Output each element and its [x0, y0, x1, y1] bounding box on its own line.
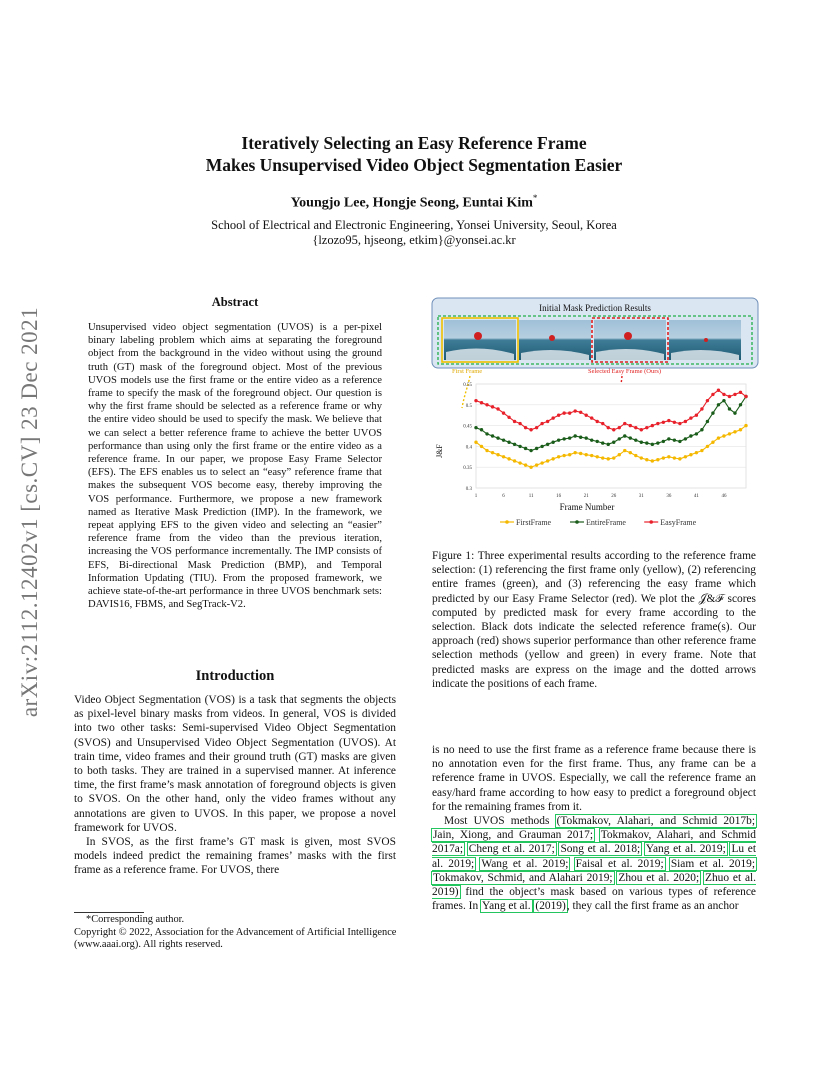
data-point-firstframe	[640, 456, 643, 459]
data-point-entireframe	[607, 443, 610, 446]
data-point-firstframe	[651, 459, 654, 462]
citation-link[interactable]: Tokmakov, Schmid, and Alahari 2019;	[433, 871, 613, 884]
data-point-entireframe	[557, 438, 560, 441]
data-point-easyframe	[667, 419, 670, 422]
data-point-firstframe	[706, 445, 709, 448]
figure-1	[430, 296, 760, 536]
data-point-firstframe	[513, 459, 516, 462]
data-point-entireframe	[673, 438, 676, 441]
data-point-easyframe	[562, 411, 565, 414]
data-point-easyframe	[518, 422, 521, 425]
data-point-easyframe	[491, 405, 494, 408]
legend-label: EntireFrame	[586, 518, 626, 527]
data-point-easyframe	[634, 426, 637, 429]
data-point-entireframe	[728, 407, 731, 410]
data-point-entireframe	[474, 426, 477, 429]
data-point-firstframe	[667, 455, 670, 458]
data-point-firstframe	[678, 457, 681, 460]
data-point-entireframe	[695, 432, 698, 435]
data-point-entireframe	[689, 434, 692, 437]
data-point-easyframe	[640, 428, 643, 431]
jf-line-chart	[463, 383, 747, 499]
y-tick-label: 0.3	[465, 487, 472, 492]
data-point-firstframe	[546, 459, 549, 462]
citation-link[interactable]: Song et al. 2018;	[560, 843, 641, 856]
banner-title: Initial Mask Prediction Results	[539, 303, 651, 313]
data-point-easyframe	[629, 424, 632, 427]
paper-title: Iteratively Selecting an Easy Reference Frame Makes Unsupervised Video Object Segmentation Easier	[205, 133, 623, 175]
data-point-firstframe	[739, 428, 742, 431]
data-point-entireframe	[629, 436, 632, 439]
data-point-firstframe	[645, 458, 648, 461]
data-point-easyframe	[717, 389, 720, 392]
data-point-entireframe	[601, 441, 604, 444]
legend-label: EasyFrame	[660, 518, 697, 527]
data-point-easyframe	[722, 393, 725, 396]
data-point-entireframe	[706, 420, 709, 423]
data-point-entireframe	[485, 432, 488, 435]
citation-link[interactable]: Lu et al. 2019;	[432, 843, 757, 870]
data-point-entireframe	[546, 443, 549, 446]
data-point-entireframe	[573, 434, 576, 437]
plot-area	[476, 384, 746, 488]
data-point-entireframe	[634, 438, 637, 441]
data-point-easyframe	[700, 407, 703, 410]
data-point-firstframe	[689, 453, 692, 456]
data-point-entireframe	[491, 434, 494, 437]
intro-paragraph-2: In SVOS, as the first frame’s GT mask is given, most SVOS models indeed predict the remaining frames’ masks with the first frame as a reference frame. For UVOS, there	[74, 836, 396, 877]
data-point-firstframe	[529, 466, 532, 469]
data-point-firstframe	[524, 463, 527, 466]
data-point-entireframe	[662, 440, 665, 443]
citation-link[interactable]: Zhou et al. 2020;	[618, 871, 700, 884]
data-point-firstframe	[673, 456, 676, 459]
data-point-entireframe	[568, 436, 571, 439]
data-point-easyframe	[678, 422, 681, 425]
data-point-easyframe	[711, 393, 714, 396]
data-point-firstframe	[573, 451, 576, 454]
data-point-entireframe	[535, 447, 538, 450]
citation-link[interactable]: Cheng et al. 2017;	[468, 843, 555, 856]
data-point-firstframe	[695, 451, 698, 454]
data-point-easyframe	[695, 414, 698, 417]
data-point-firstframe	[618, 453, 621, 456]
data-point-entireframe	[651, 443, 654, 446]
y-tick-label: 0.55	[463, 383, 472, 388]
data-point-firstframe	[634, 454, 637, 457]
x-axis-label: Frame Number	[559, 502, 615, 512]
figure-1-caption: Figure 1: Three experimental results according to the reference frame selection: (1) referencing the first frame only (yellow), (2) referencing entire frames (green), and (3) referencing the easy frame which predicted by our Easy Frame Selector (red). We plot the 𝒥&ℱ scores computed by predicted mask for every frame according to the selection. Black dots indicate the selected reference frame(s). Our approach (red) shows superior performance than other reference frame selection methods (yellow and green) in every frame. Note that predicted masks are express on the image and the dotted arrows indicate the positions of each frame.	[432, 550, 756, 690]
figure-1-svg	[430, 296, 760, 536]
corresponding-mark: *	[532, 193, 538, 203]
data-point-entireframe	[596, 440, 599, 443]
author-list: Youngjo Lee, Hongje Seong, Euntai Kim*	[290, 193, 538, 211]
mask-blob-3	[624, 332, 632, 340]
data-point-entireframe	[518, 445, 521, 448]
footnote-rule	[74, 912, 144, 913]
data-point-firstframe	[700, 449, 703, 452]
data-point-firstframe	[535, 463, 538, 466]
data-point-firstframe	[601, 456, 604, 459]
data-point-firstframe	[623, 449, 626, 452]
data-point-firstframe	[562, 454, 565, 457]
data-point-entireframe	[529, 449, 532, 452]
citation-link[interactable]: Jain, Xiong, and Grauman 2017;	[433, 829, 593, 842]
data-point-entireframe	[722, 399, 725, 402]
y-tick-label: 0.5	[465, 403, 472, 409]
citation-link[interactable]: Siam et al. 2019;	[670, 857, 755, 870]
data-point-easyframe	[689, 416, 692, 419]
data-point-easyframe	[612, 428, 615, 431]
data-point-easyframe	[706, 399, 709, 402]
citation-link[interactable]: Tokmakov, Alahari, and Schmid 2017a;	[432, 829, 756, 856]
data-point-easyframe	[623, 422, 626, 425]
data-point-firstframe	[662, 456, 665, 459]
data-point-entireframe	[524, 447, 527, 450]
x-tick-label: 21	[583, 494, 589, 499]
data-point-easyframe	[573, 409, 576, 412]
data-point-firstframe	[612, 456, 615, 459]
x-tick-label: 36	[666, 494, 672, 499]
data-point-entireframe	[700, 428, 703, 431]
data-point-entireframe	[507, 441, 510, 444]
data-point-easyframe	[656, 422, 659, 425]
data-point-firstframe	[596, 455, 599, 458]
footnote-corresponding: *Corresponding author.	[86, 914, 185, 925]
right-column-body	[432, 743, 756, 913]
data-point-firstframe	[733, 430, 736, 433]
data-point-firstframe	[607, 457, 610, 460]
abstract-heading: Abstract	[211, 295, 259, 309]
citation-link[interactable]: (Tokmakov, Alahari, and Schmid 2017b;	[556, 815, 755, 828]
data-point-entireframe	[562, 437, 565, 440]
data-point-firstframe	[711, 441, 714, 444]
data-point-easyframe	[590, 416, 593, 419]
y-axis-label: J&F	[435, 444, 444, 458]
data-point-entireframe	[678, 440, 681, 443]
legend-marker	[505, 520, 509, 524]
data-point-firstframe	[540, 461, 543, 464]
data-point-entireframe	[551, 441, 554, 444]
data-point-easyframe	[733, 393, 736, 396]
mask-blob-4	[704, 338, 708, 342]
x-tick-label: 6	[502, 494, 505, 499]
data-point-easyframe	[601, 422, 604, 425]
y-tick-label: 0.35	[463, 466, 472, 472]
citation-link[interactable]: Faisal et al. 2019;	[575, 857, 664, 870]
data-point-entireframe	[640, 441, 643, 444]
data-point-entireframe	[579, 436, 582, 439]
data-point-entireframe	[623, 434, 626, 437]
data-point-entireframe	[717, 403, 720, 406]
data-point-firstframe	[684, 455, 687, 458]
citation-link[interactable]: Yang et al. 2019;	[645, 843, 726, 856]
data-point-easyframe	[474, 399, 477, 402]
abstract-body: Unsupervised video object segmentation (UVOS) is a per-pixel binary labeling problem which aims at separating the foreground object from the background in the video without using the ground truth (GT) mask of the foreground object. Most of the previous UVOS models use the first frame or the entire video as a reference frame to specify the mask of the foreground object. Our question is why the first frame should be selected as a reference frame or why the entire video should be used to specify the mask. We believe that we can select a better reference frame to achieve the better UVOS performance than using only the first frame or the entire video as a reference frame. In our paper, we propose Easy Frame Selector (EFS). The EFS enables us to select an “easy” reference frame that makes the subsequent VOS become easy, thereby improving the VOS performance. Furthermore, we propose a new framework named as Iterative Mask Prediction (IMP). In the framework, we repeat applying EFS to the given video and selecting an “easier” reference frame from the video than the previous iteration, increasing the VOS performance incrementally. The IMP consists of EFS, Bi-directional Mask Prediction (BMP), and Temporal Information Updating (TIU). From the proposed framework, we achieve state-of-the-art performance in three UVOS benchmark sets: DAVIS16, FBMS, and SegTrack-V2.	[88, 322, 382, 611]
mask-blob-2	[549, 335, 555, 341]
data-point-firstframe	[557, 455, 560, 458]
data-point-firstframe	[722, 434, 725, 437]
data-point-firstframe	[629, 451, 632, 454]
data-point-entireframe	[540, 445, 543, 448]
data-point-easyframe	[540, 422, 543, 425]
data-point-firstframe	[507, 457, 510, 460]
data-point-easyframe	[480, 401, 483, 404]
data-point-firstframe	[485, 449, 488, 452]
data-point-firstframe	[568, 453, 571, 456]
citation-link[interactable]: Wang et al. 2019;	[481, 857, 569, 870]
data-point-entireframe	[590, 438, 593, 441]
data-point-easyframe	[513, 420, 516, 423]
data-point-easyframe	[607, 426, 610, 429]
data-point-firstframe	[502, 455, 505, 458]
y-tick-label: 0.45	[463, 424, 472, 430]
data-point-firstframe	[551, 457, 554, 460]
mask-blob-1	[474, 332, 482, 340]
data-point-easyframe	[485, 403, 488, 406]
data-point-entireframe	[684, 437, 687, 440]
data-point-easyframe	[739, 391, 742, 394]
data-point-firstframe	[474, 441, 477, 444]
data-point-easyframe	[684, 420, 687, 423]
data-point-entireframe	[667, 437, 670, 440]
data-point-firstframe	[491, 451, 494, 454]
data-point-entireframe	[645, 441, 648, 444]
x-tick-label: 16	[556, 494, 562, 499]
data-point-entireframe	[739, 403, 742, 406]
data-point-entireframe	[513, 443, 516, 446]
data-point-entireframe	[502, 438, 505, 441]
data-point-easyframe	[744, 395, 747, 398]
first-frame-label: First Frame	[452, 368, 483, 375]
data-point-firstframe	[744, 424, 747, 427]
data-point-entireframe	[496, 436, 499, 439]
data-point-easyframe	[662, 421, 665, 424]
data-point-easyframe	[502, 411, 505, 414]
data-point-entireframe	[733, 411, 736, 414]
footnote-copyright: Copyright © 2022, Association for the Advancement of Artificial Intelligence (www.aaai.org). All rights reserved.	[74, 926, 397, 951]
data-point-easyframe	[645, 426, 648, 429]
introduction-body	[74, 693, 396, 878]
data-point-easyframe	[596, 420, 599, 423]
data-point-firstframe	[585, 453, 588, 456]
data-point-easyframe	[535, 426, 538, 429]
y-tick-label: 0.4	[465, 445, 472, 451]
data-point-easyframe	[728, 395, 731, 398]
data-point-easyframe	[524, 426, 527, 429]
data-point-easyframe	[579, 411, 582, 414]
data-point-easyframe	[546, 420, 549, 423]
x-tick-label: 26	[611, 494, 617, 499]
citation-link[interactable]: Yang et al.	[482, 900, 531, 913]
introduction-heading: Introduction	[195, 668, 275, 684]
right-paragraph-1: is no need to use the first frame as a reference frame because there is no annotation even for the first frame. Thus, any frame can be a reference frame in UVOS. Especially, we call the reference frame an easy/hard frame according to how easy to predict a foreground object for the remaining frames from it.	[432, 744, 756, 813]
x-tick-label: 11	[528, 494, 534, 499]
data-point-firstframe	[518, 461, 521, 464]
data-point-firstframe	[496, 453, 499, 456]
data-point-easyframe	[557, 414, 560, 417]
data-point-entireframe	[656, 441, 659, 444]
data-point-easyframe	[496, 407, 499, 410]
data-point-firstframe	[728, 432, 731, 435]
data-point-entireframe	[480, 428, 483, 431]
data-point-easyframe	[651, 424, 654, 427]
data-point-entireframe	[585, 436, 588, 439]
footnote	[74, 914, 404, 952]
legend-marker	[575, 520, 579, 524]
intro-paragraph-1: Video Object Segmentation (VOS) is a task that segments the objects as pixel-level binary masks from videos. In general, VOS is divided into two other tasks: Semi-supervised Video Object Segmentation (SVOS) and Unsupervised Video Object Segmentation (UVOS). At train time, video frames and their ground truth (GT) masks are given to both tasks. They are trained in a supervised manner. At inference time, the first frame’s mask annotation of foreground objects is given to SVOS. On the other hand, only the video frames without any annotations are given to UVOS. In this paper, we propose a novel framework for UVOS.	[74, 694, 396, 834]
data-point-easyframe	[529, 428, 532, 431]
data-point-firstframe	[590, 454, 593, 457]
data-point-easyframe	[551, 416, 554, 419]
data-point-easyframe	[507, 416, 510, 419]
x-tick-label: 41	[693, 494, 699, 499]
citation-link[interactable]: Zhuo et al. 2019)	[432, 871, 757, 899]
data-point-entireframe	[612, 441, 615, 444]
data-point-easyframe	[673, 421, 676, 424]
data-point-firstframe	[480, 445, 483, 448]
x-tick-label: 1	[474, 494, 478, 499]
affiliation: School of Electrical and Electronic Engineering, Yonsei University, Seoul, Korea {lzozo95, hjseong, etkim}@yonsei.ac.kr	[211, 218, 617, 247]
chart-legend	[500, 518, 697, 527]
x-tick-label: 31	[638, 494, 644, 499]
arxiv-identifier: arXiv:2112.12402v1 [cs.CV] 23 Dec 2021	[17, 306, 42, 718]
data-point-entireframe	[618, 437, 621, 440]
data-point-entireframe	[711, 411, 714, 414]
data-point-easyframe	[568, 411, 571, 414]
data-point-firstframe	[717, 436, 720, 439]
data-point-easyframe	[618, 426, 621, 429]
easy-frame-label: Selected Easy Frame (Ours)	[588, 368, 662, 375]
right-paragraph-2: Most UVOS methods (Tokmakov, Alahari, and Schmid 2017b; Jain, Xiong, and Grauman 2017; Tokmakov, Alahari, and Schmid 2017a; Cheng et al. 2017; Song et al. 2018; Yang et al. 2019; Lu et al. 2019; Wang et al. 2019; Faisal et al. 2019; Siam et al. 2019; Tokmakov, Schmid, and Alahari 2019; Zhou et al. 2020; Zhuo et al. 2019) find the object’s mask based on various types of reference frames. In Yang et al. (2019), they call the first frame as an anchor	[432, 815, 757, 913]
data-point-easyframe	[585, 414, 588, 417]
x-tick-label: 46	[721, 494, 727, 499]
data-point-firstframe	[656, 458, 659, 461]
data-point-firstframe	[579, 452, 582, 455]
legend-marker	[649, 520, 653, 524]
citation-link[interactable]: (2019)	[535, 900, 566, 913]
legend-label: FirstFrame	[516, 518, 552, 527]
